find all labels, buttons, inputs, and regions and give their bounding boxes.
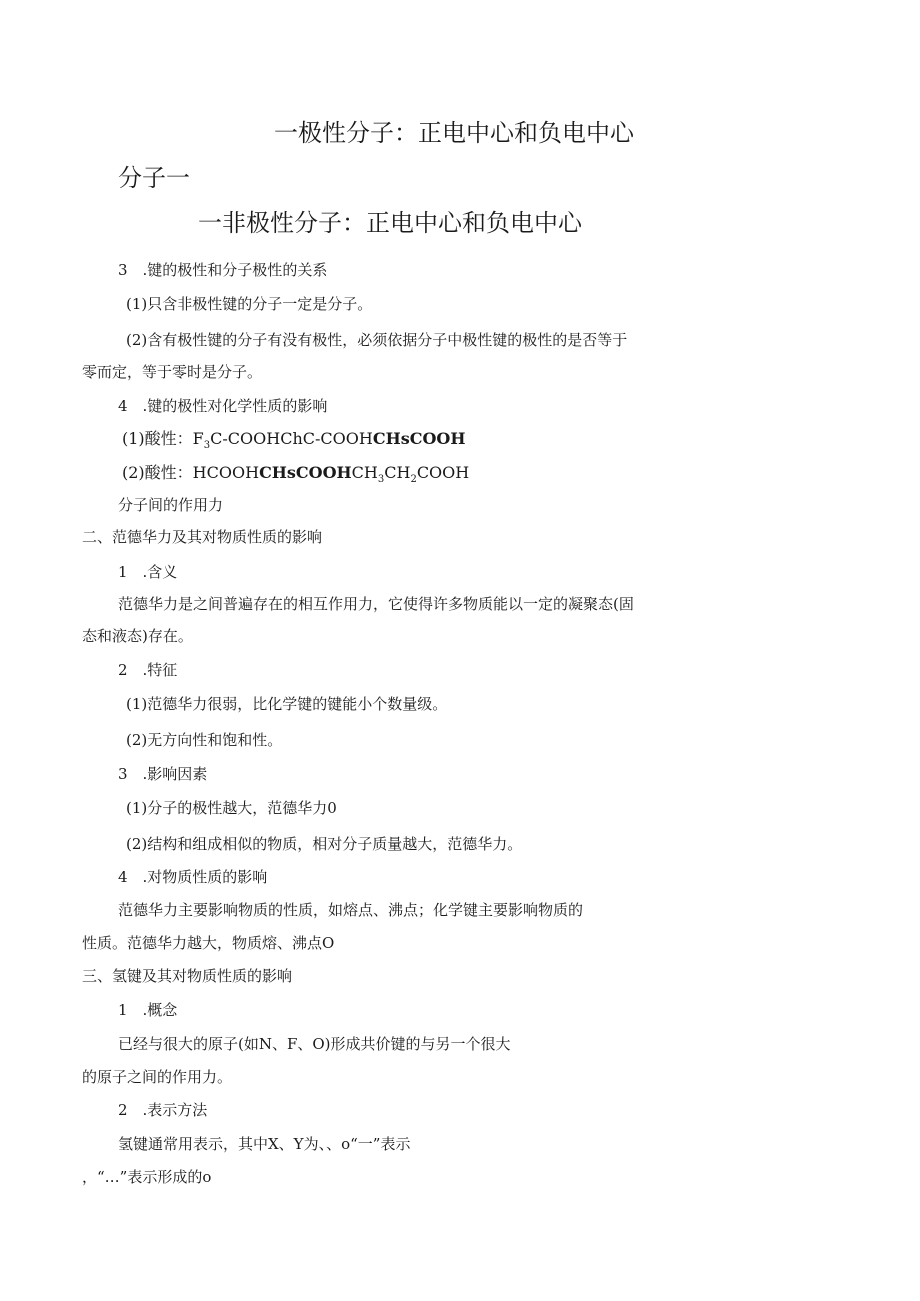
paragraph-line: 的原子之间的作用力。 <box>82 1068 233 1086</box>
section-heading: 2 .表示方法 <box>118 1101 208 1119</box>
brace-upper: 一极性分子：正电中心和负电中心 <box>274 119 634 147</box>
part-title: 三、氢键及其对物质性质的影响 <box>82 967 293 985</box>
section-heading: 1 .概念 <box>118 1001 178 1019</box>
acidity-line-2: (2)酸性：$HCOOHCHsCOOHCH_3CH_2COOH$ <box>122 463 470 486</box>
paragraph-line: 态和液态)存在。 <box>82 627 193 645</box>
paragraph-line: 范德华力是之间普遍存在的相互作用力，它使得许多物质能以一定的凝聚态(固 <box>118 595 634 613</box>
paragraph-line: 已经与很大的原子(如N、F、O)形成共价键的与另一个很大 <box>118 1035 511 1053</box>
section-heading: 4 .对物质性质的影响 <box>118 868 268 886</box>
list-item: (1)只含非极性键的分子一定是分子。 <box>126 295 373 313</box>
paragraph-line: 范德华力主要影响物质的性质，如熔点、沸点；化学键主要影响物质的 <box>118 901 584 919</box>
list-item: (1)分子的极性越大，范德华力0 <box>126 799 337 817</box>
paragraph-line: 零而定，等于零时是分子。 <box>82 363 263 381</box>
section-heading: 4 .键的极性对化学性质的影响 <box>118 397 328 415</box>
part-title: 二、范德华力及其对物质性质的影响 <box>82 528 323 546</box>
paragraph-line: (2)含有极性键的分子有没有极性，必须依据分子中极性键的极性的是否等于 <box>126 331 628 349</box>
list-item: (1)范德华力很弱，比化学键的键能小个数量级。 <box>126 695 448 713</box>
brace-label: 分子一 <box>118 164 190 192</box>
list-item: (2)无方向性和饱和性。 <box>126 731 283 749</box>
section-heading: 2 .特征 <box>118 661 178 679</box>
list-item: (2)结构和组成相似的物质，相对分子质量越大，范德华力。 <box>126 835 523 853</box>
acidity-line-1: (1)酸性：$F_3C-COOHChC$-COOHCHsCOOH <box>122 429 466 452</box>
section-heading: 1 .含义 <box>118 563 178 581</box>
paragraph-line: 性质。范德华力越大，物质熔、沸点O <box>82 934 335 952</box>
section-heading: 3 .影响因素 <box>118 765 208 783</box>
section-heading: 3 .键的极性和分子极性的关系 <box>118 261 328 279</box>
paragraph-line: ，“…”表示形成的o <box>82 1168 212 1186</box>
brace-lower: 一非极性分子：正电中心和负电中心 <box>198 209 582 237</box>
paragraph-line: 氢键通常用表示，其中X、Y为、、o“一”表示 <box>118 1135 411 1153</box>
subsection-title: 分子间的作用力 <box>118 496 224 514</box>
